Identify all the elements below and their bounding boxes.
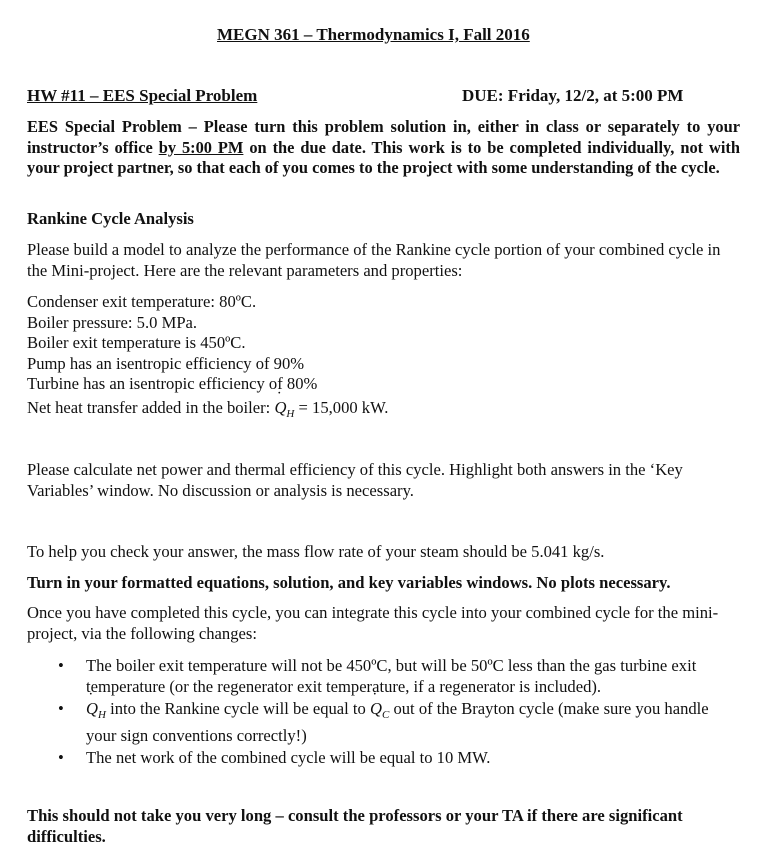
q-subscript: H — [286, 407, 295, 420]
turn-in-instructions: Turn in your formatted equations, solution, and key variables windows. No plots necessary. — [27, 573, 671, 592]
bullet-text: The boiler exit temperature will not be 450ºC, but will be 50ºC less than the gas turbine exit temperature (or the regenerator exit temperature, if a regenerator is included). — [86, 656, 697, 696]
deadline-text: by 5:00 PM — [158, 137, 244, 157]
parameter-item: Boiler exit temperature is 450ºC. — [27, 333, 246, 352]
q-subscript: H — [97, 709, 106, 721]
model-paragraph: Please build a model to analyze the performance of the Rankine cycle portion of your combined cycle in the Mini-project. Here are the relevant parameters and properties: — [27, 240, 721, 280]
integrate-paragraph: Once you have completed this cycle, you can integrate this cycle into your combined cycle for the mini-project, via the following changes: — [27, 603, 719, 643]
due-date: DUE: Friday, 12/2, at 5:00 PM — [462, 86, 684, 105]
list-item — [27, 748, 727, 769]
bullet-text: The net work of the combined cycle will be equal to 10 MW. — [86, 748, 491, 767]
parameter-item: Turbine has an isentropic efficiency of 80% — [27, 374, 318, 393]
parameter-item: Boiler pressure: 5.0 MPa. — [27, 312, 198, 332]
intro-text-1: EES Special Problem – Please turn this problem solution in, either in class or separately to your instructor’s office — [27, 117, 740, 157]
q-dot-symbol: ˙ Q — [274, 398, 286, 419]
intro-text-2: on the due date. This work is to be completed individually, not with your project partner, so that each of you comes to the project with some understanding of the cycle. — [27, 137, 740, 177]
heat-input-value: = 15,000 kW. — [294, 397, 389, 417]
bullet-text: into the Rankine cycle will be equal to — [105, 699, 370, 718]
assignment-title: HW #11 – EES Special Problem — [27, 86, 258, 105]
parameter-item: Condenser exit temperature: 80ºC. — [27, 292, 257, 311]
parameter-item: Pump has an isentropic efficiency of 90% — [27, 353, 305, 373]
calc-paragraph: Please calculate net power and thermal efficiency of this cycle. Highlight both answers in the ‘Key Variables’ window. No discussion or analysis is necessary. — [27, 460, 683, 500]
section-heading: Rankine Cycle Analysis — [27, 209, 194, 228]
check-paragraph: To help you check your answer, the mass flow rate of your steam should be 5.041 kg/s. — [27, 542, 605, 561]
course-title: MEGN 361 – Thermodynamics I, Fall 2016 — [217, 25, 530, 44]
parameter-list — [27, 292, 727, 424]
q-dot-symbol: ˙ Q — [370, 699, 382, 720]
q-subscript: C — [381, 709, 390, 721]
list-item — [27, 699, 727, 746]
bullet-glyph: • — [58, 699, 64, 718]
heat-input-line — [27, 398, 727, 425]
bullet-text: out of the Brayton cycle (make sure you handle your sign conventions correctly!) — [86, 699, 709, 745]
closing-note: This should not take you very long – consult the professors or your TA if there are significant difficulties. — [27, 806, 683, 846]
bullet-glyph: • — [58, 656, 64, 675]
changes-list — [27, 656, 727, 769]
intro-paragraph — [27, 117, 740, 179]
bullet-glyph: • — [58, 748, 64, 767]
q-dot-symbol: ˙ Q — [86, 699, 98, 720]
heat-input-label: Net heat transfer added in the boiler: — [27, 397, 275, 417]
